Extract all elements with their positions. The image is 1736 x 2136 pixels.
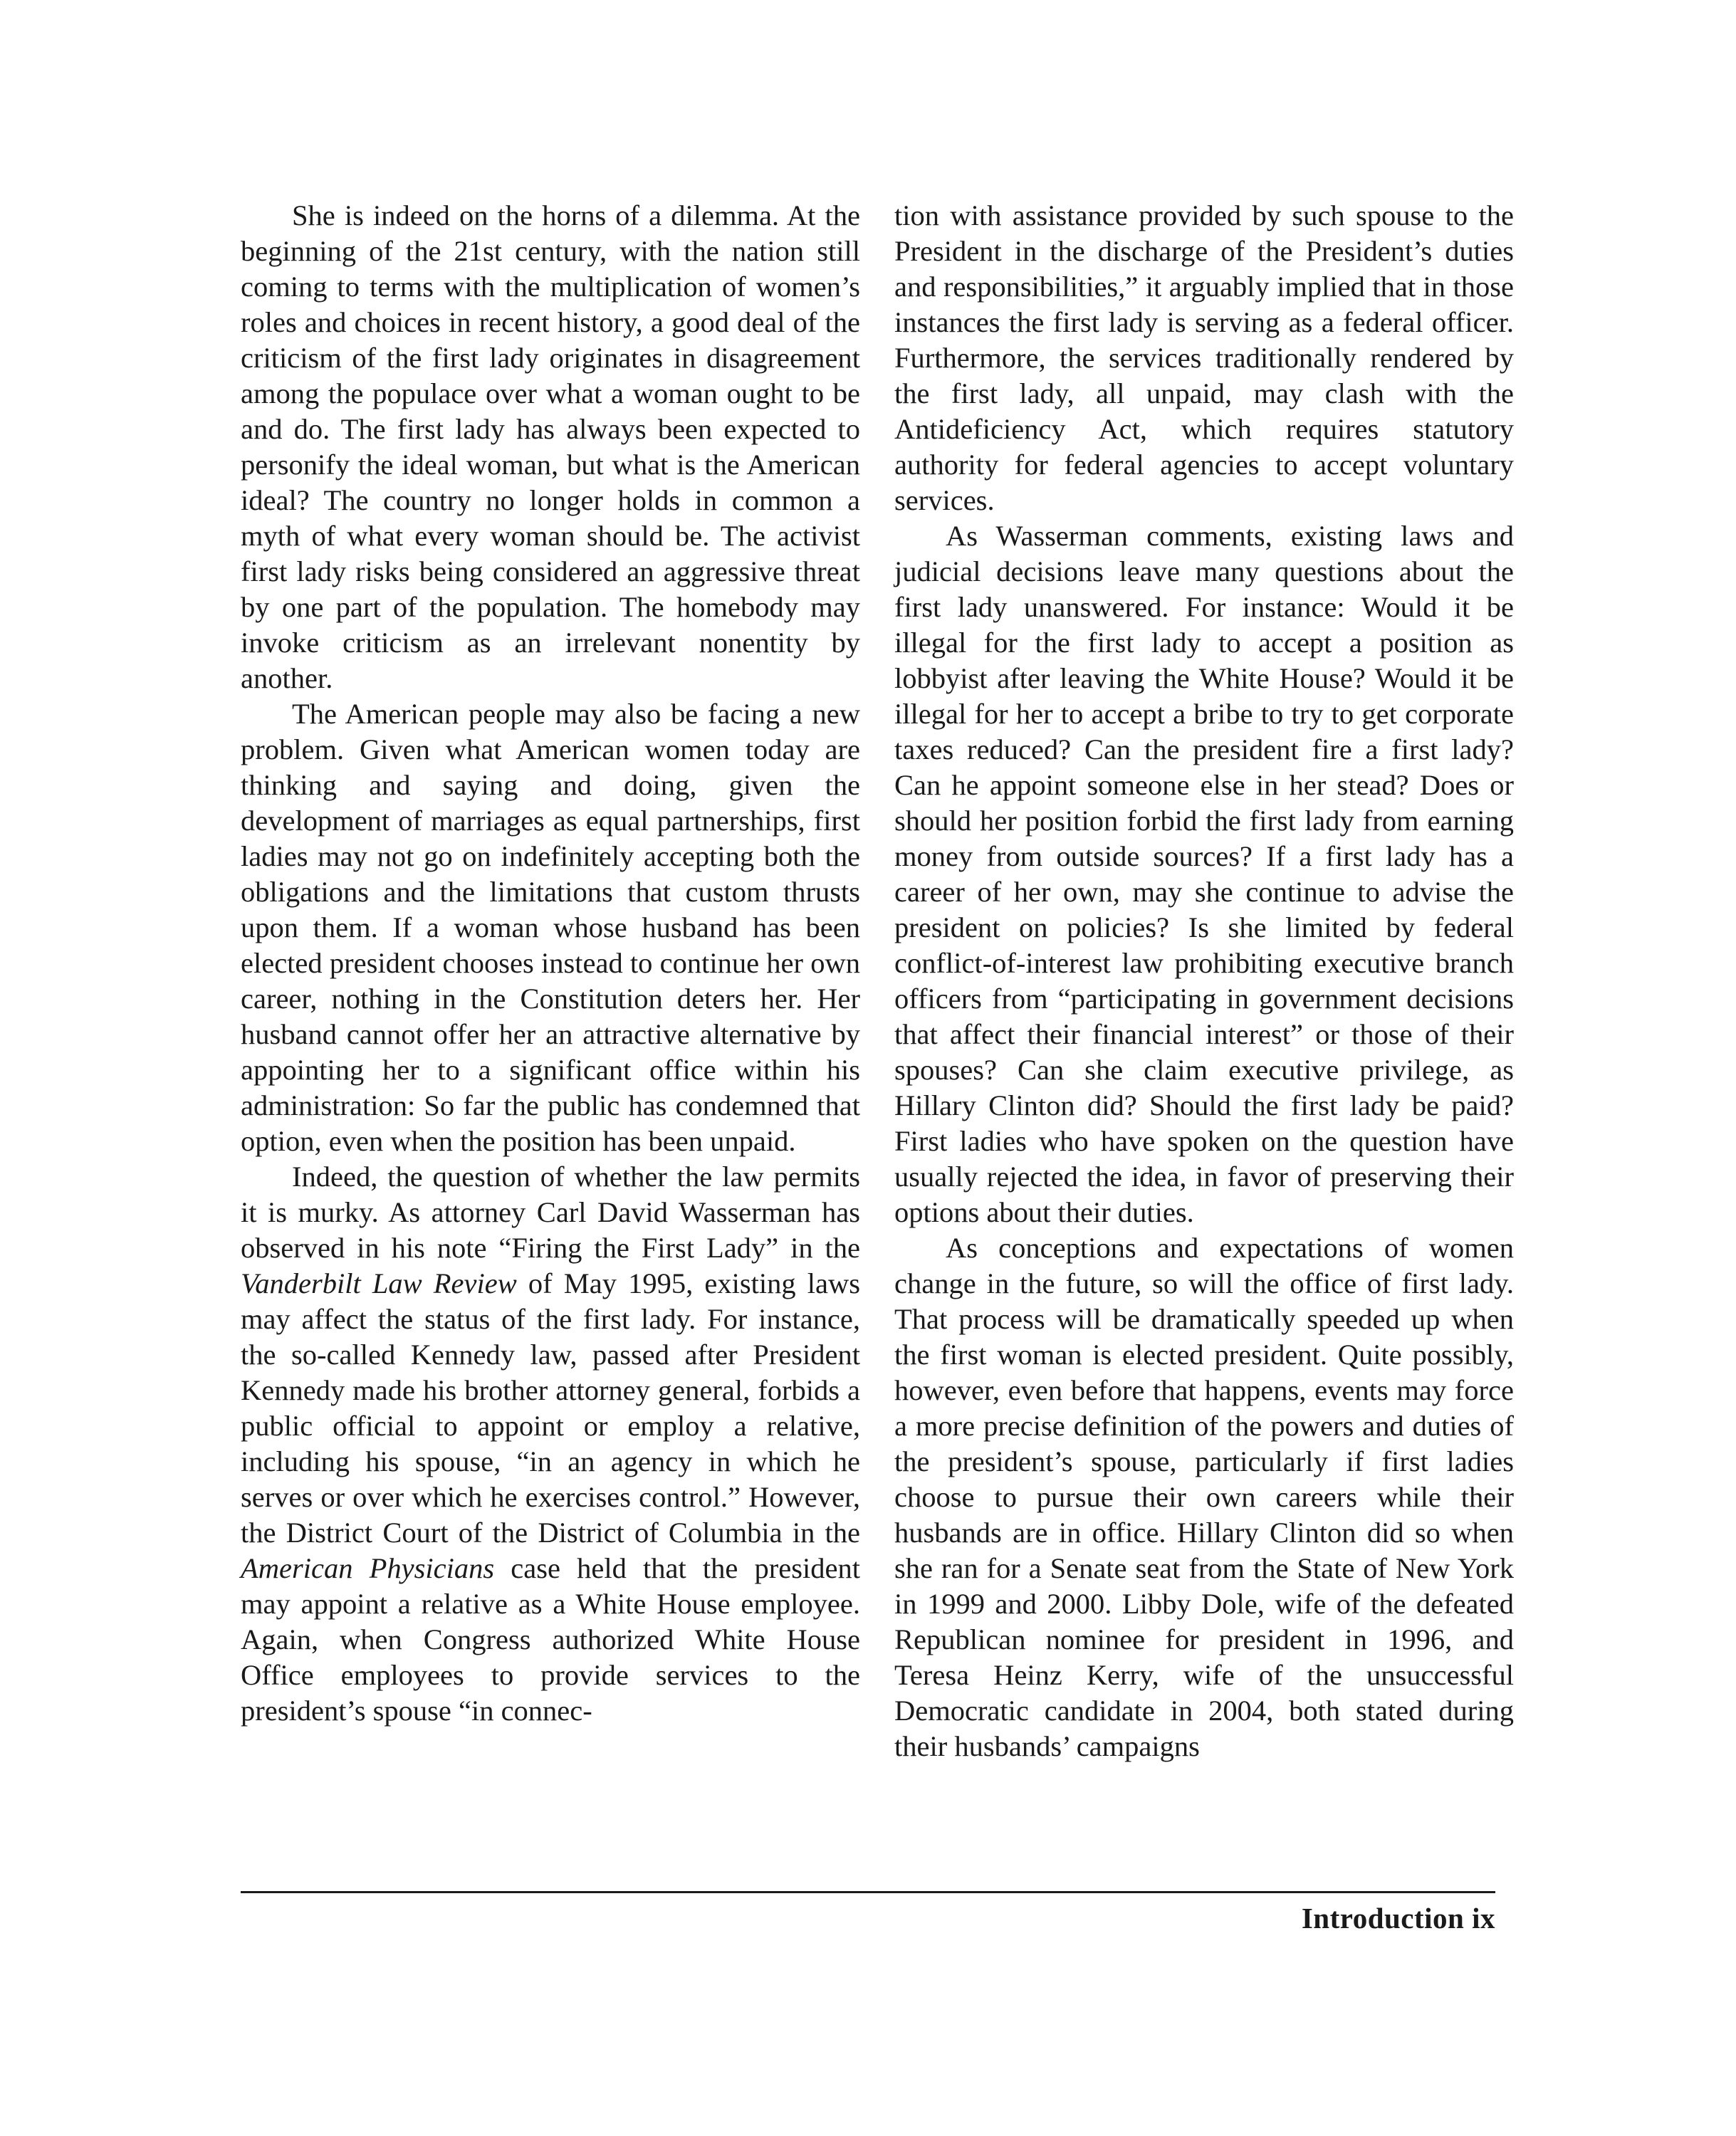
paragraph-text: of May 1995, existing laws may affect the status of the first lady. For instance, the so-called Kennedy law, passed after President Kennedy made his brother attorney general, forbids a public official to appoint or employ a relative, including his spouse, “in an agency in which he serves or over which he exercises control.” However, the District Court of the District of Columbia in the (241, 1267, 860, 1549)
paragraph (241, 696, 860, 1159)
paragraph (894, 518, 1514, 1230)
paragraph-text: tion with assistance provided by such spouse to the President in the discharge of the President’s duties and responsibilities,” it arguably implied that in those instances the first lady is serving as a federal officer. Furthermore, the services traditionally rendered by the first lady, all unpaid, may clash with the Antideficiency Act, which requires statutory authority for federal agencies to accept voluntary services. (894, 199, 1514, 516)
paragraph (894, 1230, 1514, 1764)
running-footer: Introduction ix (1301, 1902, 1495, 1935)
footer-rule (241, 1891, 1495, 1893)
paragraph-continuation (894, 198, 1514, 518)
paragraph-text: As Wasserman comments, existing laws and judicial decisions leave many questions about the first lady unanswered. For instance: Would it be illegal for the first lady to accept a position as lobbyist after leaving the White House? Would it be illegal for her to accept a bribe to try to get corporate taxes reduced? Can the president fire a first lady? Can he appoint someone else in her stead? Does or should her position forbid the first lady from earning money from outside sources? If a first lady has a career of her own, may she continue to advise the president on policies? Is she limited by federal conflict-of-interest law prohibiting executive branch officers from “participating in government decisions that affect their financial interest” or those of their spouses? Can she claim executive privilege, as Hillary Clinton did? Should the first lady be paid? First ladies who have spoken on the question have usually rejected the idea, in favor of preserving their options about their duties. (894, 520, 1514, 1228)
paragraph (241, 1159, 860, 1729)
paragraph-text: Indeed, the question of whether the law permits it is murky. As attorney Carl David Wasserman has observed in his note “Firing the First Lady” in the (241, 1161, 860, 1264)
paragraph-text: case held that the president may appoint a relative as a White House employee. Again, when Congress authorized White House Office employees to provide services to the president’s spouse “in connec- (241, 1552, 861, 1727)
case-name: American Physicians (241, 1552, 495, 1584)
journal-title: Vanderbilt Law Review (241, 1267, 517, 1299)
right-text-column (894, 198, 1514, 1764)
paragraph-text: As conceptions and expectations of women change in the future, so will the office of first lady. That process will be dramatically speeded up when the first woman is elected president. Quite possibly, however, even before that happens, events may force a more precise definition of the powers and duties of the president’s spouse, particularly if first ladies choose to pursue their own careers while their husbands are in office. Hillary Clinton did so when she ran for a Senate seat from the State of New York in 1999 and 2000. Libby Dole, wife of the defeated Republican nominee for president in 1996, and Teresa Heinz Kerry, wife of the unsuccessful Democratic candidate in 2004, both stated during their husbands’ campaigns (894, 1232, 1514, 1762)
paragraph-text: The American people may also be facing a new problem. Given what American women today are thinking and saying and doing, given the development of marriages as equal partnerships, first ladies may not go on indefinitely accepting both the obligations and the limitations that custom thrusts upon them. If a woman whose husband has been elected president chooses instead to continue her own career, nothing in the Constitution deters her. Her husband cannot offer her an attractive alternative by appointing her to a significant office within his administration: So far the public has condemned that option, even when the position has been unpaid. (241, 698, 860, 1157)
left-text-column (241, 198, 860, 1729)
paragraph-text: She is indeed on the horns of a dilemma. At the beginning of the 21st century, with the nation still coming to terms with the multiplication of women’s roles and choices in recent history, a good deal of the criticism of the first lady originates in disagreement among the populace over what a woman ought to be and do. The first lady has always been expected to personify the ideal woman, but what is the American ideal? The country no longer holds in common a myth of what every woman should be. The activist first lady risks being considered an aggressive threat by one part of the population. The homebody may invoke criticism as an irrelevant nonentity by another. (241, 199, 860, 694)
paragraph (241, 198, 860, 696)
